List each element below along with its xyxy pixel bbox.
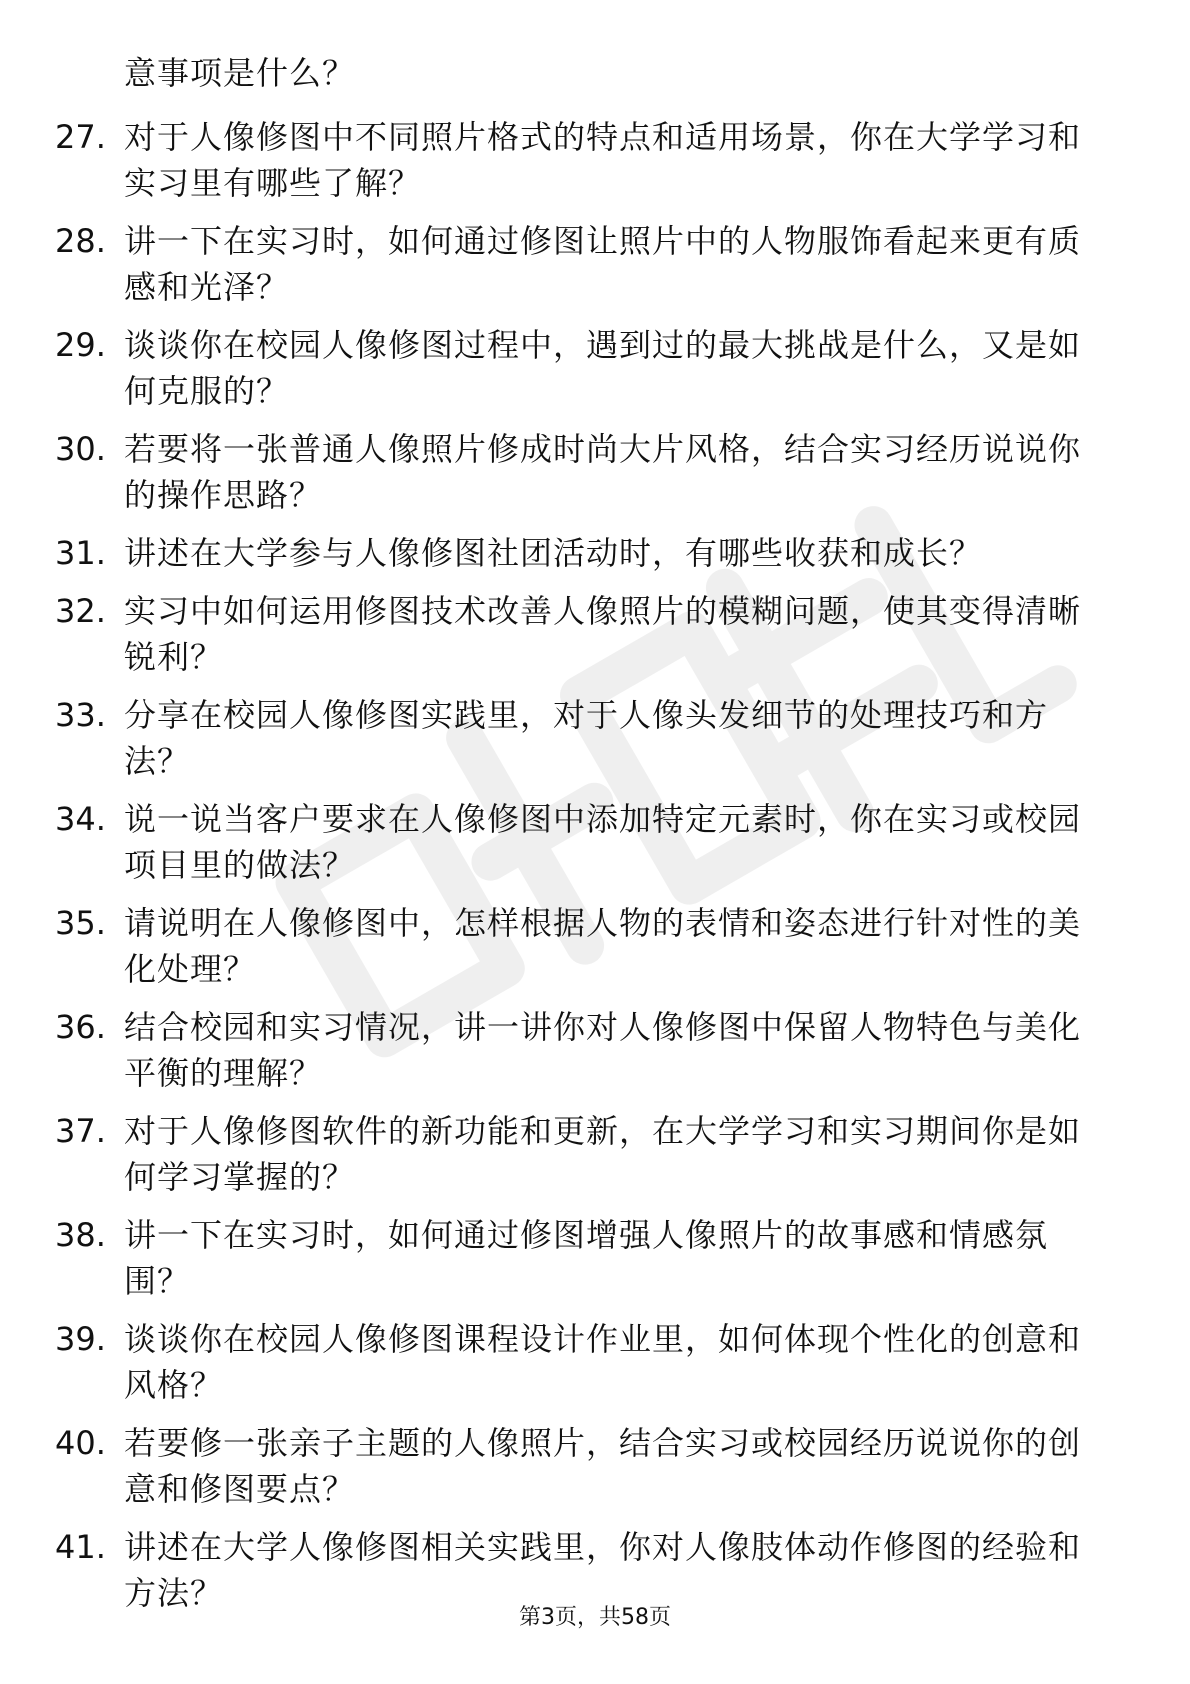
list-item (0, 792, 1190, 896)
question-number: 36. (55, 1008, 106, 1046)
question-text: 若要修一张亲子主题的人像照片，结合实习或校园经历说说你的创意和修图要点？ (124, 1424, 1082, 1508)
question-text: 讲一下在实习时，如何通过修图让照片中的人物服饰看起来更有质感和光泽？ (124, 222, 1082, 306)
question-text: 讲一下在实习时，如何通过修图增强人像照片的故事感和情感氛围？ (124, 1216, 1049, 1300)
question-text: 实习中如何运用修图技术改善人像照片的模糊问题，使其变得清晰锐利？ (124, 592, 1082, 676)
question-text: 谈谈你在校园人像修图过程中，遇到过的最大挑战是什么，又是如何克服的？ (124, 326, 1082, 410)
question-number: 37. (55, 1112, 106, 1150)
continuation-text: 意事项是什么？ (124, 54, 356, 92)
question-text: 结合校园和实习情况，讲一讲你对人像修图中保留人物特色与美化平衡的理解？ (124, 1008, 1082, 1092)
question-number: 41. (55, 1528, 106, 1566)
question-number: 32. (55, 592, 106, 630)
question-list (0, 110, 1190, 1624)
question-text: 谈谈你在校园人像修图课程设计作业里，如何体现个性化的创意和风格？ (124, 1320, 1082, 1404)
list-item (0, 1000, 1190, 1104)
question-text: 讲述在大学参与人像修图社团活动时，有哪些收获和成长？ (124, 534, 983, 572)
list-item (0, 688, 1190, 792)
list-item (0, 318, 1190, 422)
question-text: 分享在校园人像修图实践里，对于人像头发细节的处理技巧和方法？ (124, 696, 1049, 780)
list-item (0, 526, 1190, 584)
question-text: 对于人像修图中不同照片格式的特点和适用场景，你在大学学习和实习里有哪些了解？ (124, 118, 1082, 202)
question-text: 若要将一张普通人像照片修成时尚大片风格，结合实习经历说说你的操作思路？ (124, 430, 1082, 514)
page-footer: 第3页，共58页 (519, 1605, 671, 1630)
question-number: 35. (55, 904, 106, 942)
list-item (0, 584, 1190, 688)
question-number: 28. (55, 222, 106, 260)
list-item (0, 1416, 1190, 1520)
question-number: 40. (55, 1424, 106, 1462)
list-item (0, 1208, 1190, 1312)
question-text: 说一说当客户要求在人像修图中添加特定元素时，你在实习或校园项目里的做法？ (124, 800, 1082, 884)
question-text: 对于人像修图软件的新功能和更新，在大学学习和实习期间你是如何学习掌握的？ (124, 1112, 1082, 1196)
question-number: 27. (55, 118, 106, 156)
question-number: 31. (55, 534, 106, 572)
list-item (0, 214, 1190, 318)
question-text: 讲述在大学人像修图相关实践里，你对人像肢体动作修图的经验和方法？ (124, 1528, 1082, 1612)
list-item (0, 422, 1190, 526)
list-item (0, 1312, 1190, 1416)
question-number: 33. (55, 696, 106, 734)
list-item (0, 1104, 1190, 1208)
question-number: 34. (55, 800, 106, 838)
question-number: 39. (55, 1320, 106, 1358)
list-item (0, 110, 1190, 214)
question-text: 请说明在人像修图中，怎样根据人物的表情和姿态进行针对性的美化处理？ (124, 904, 1082, 988)
list-item (0, 896, 1190, 1000)
question-number: 38. (55, 1216, 106, 1254)
question-number: 29. (55, 326, 106, 364)
question-number: 30. (55, 430, 106, 468)
